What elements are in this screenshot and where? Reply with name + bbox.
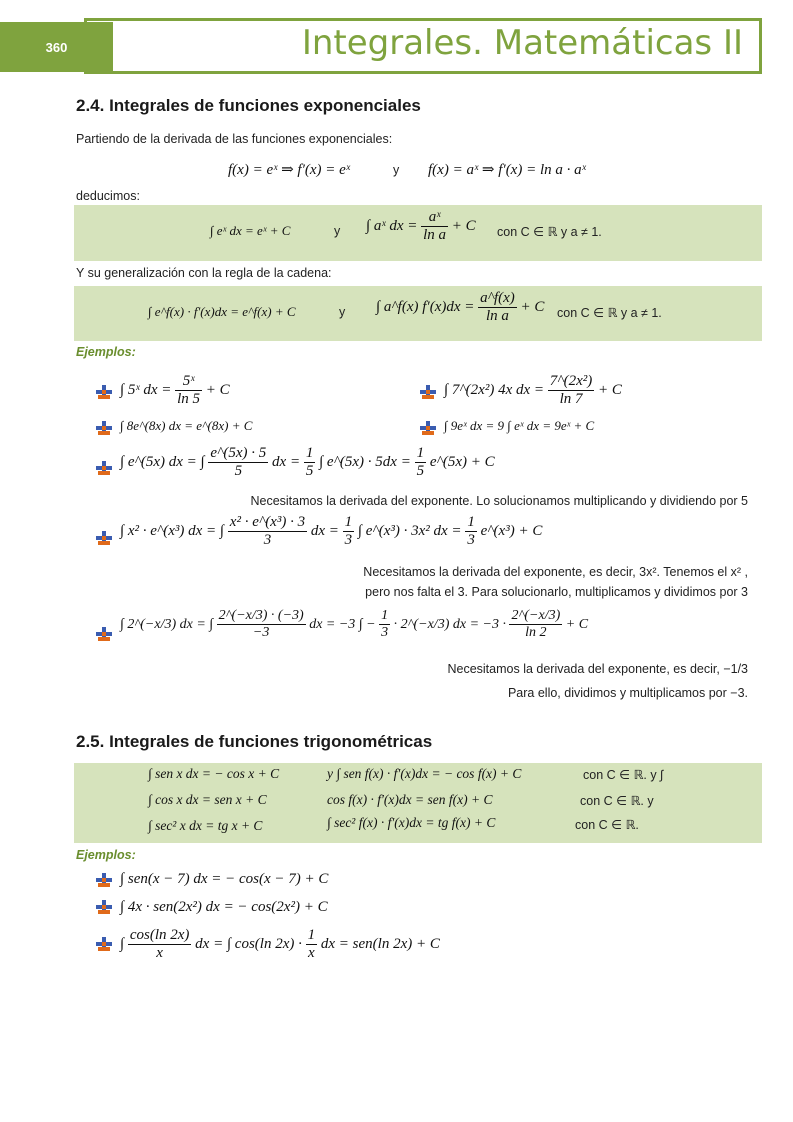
example-8e8x: ∫ 8e^(8x) dx = e^(8x) + C	[120, 418, 253, 433]
chain-intro-text: Y su generalización con la regla de la cadena:	[76, 266, 332, 280]
numerator: 2^(−x/3)	[509, 608, 562, 625]
note-example-6a: Necesitamos la derivada del exponente, es decir, 3x². Tenemos el x² ,	[363, 565, 748, 579]
numerator: 1	[379, 608, 390, 625]
tail: + C	[205, 382, 230, 399]
and-label: y	[334, 224, 341, 238]
bullet-icon	[96, 461, 112, 475]
part-a: ∫ e^(5x) dx = ∫	[120, 454, 205, 471]
bullet-icon	[96, 873, 112, 887]
trig-example-2: ∫ 4x · sen(2x²) dx = − cos(2x²) + C	[120, 899, 328, 915]
trig-condition-1: con C ∈ ℝ. y ∫	[583, 768, 664, 782]
part-c: dx = sen(ln 2x) + C	[320, 936, 440, 953]
tail: + C	[598, 382, 622, 399]
trig-rule-cos: ∫ cos x dx = sen x + C	[148, 792, 267, 807]
fraction	[465, 514, 477, 550]
fraction	[128, 927, 192, 963]
chain-rule-a-lhs: ∫ a^f(x) f′(x)dx =	[376, 299, 475, 316]
fraction	[343, 514, 355, 550]
denominator: 3	[467, 532, 475, 549]
note-example-5: Necesitamos la derivada del exponente. Lo solucionamos multiplicando y dividiendo por 5	[250, 494, 748, 508]
rule-exp-a-fraction	[421, 209, 448, 245]
denominator: 5	[234, 463, 243, 480]
chain-rule-a	[376, 290, 544, 326]
example-x2-ex3	[120, 514, 542, 550]
part-b: dx = −3 ∫ −	[309, 616, 376, 632]
and-label: y	[339, 305, 346, 319]
numerator: 1	[465, 514, 477, 532]
examples-label: Ejemplos:	[76, 345, 136, 359]
bullet-icon	[96, 627, 112, 641]
part-b: dx =	[272, 454, 301, 471]
denominator: x	[156, 945, 163, 962]
example-2-x3	[120, 608, 588, 641]
part-d: e^(x³) + C	[480, 523, 543, 540]
trig-rule-sec2: ∫ sec² x dx = tg x + C	[148, 818, 263, 833]
page-title: Integrales. Matemáticas II	[301, 23, 743, 63]
numerator: aˣ	[421, 209, 448, 227]
numerator: 1	[304, 445, 316, 463]
denominator: 3	[344, 532, 353, 549]
deducimos-text: deducimos:	[76, 189, 140, 203]
bullet-icon	[96, 531, 112, 545]
note-example-6b: pero nos falta el 3. Para solucionarlo, multiplicamos y dividimos por 3	[365, 585, 748, 599]
example-9ex: ∫ 9eˣ dx = 9 ∫ eˣ dx = 9eˣ + C	[444, 418, 595, 433]
trig-rule-sen-chain: y ∫ sen f(x) · f′(x)dx = − cos f(x) + C	[327, 766, 522, 781]
denominator: ln a	[423, 227, 447, 244]
denominator: −3	[252, 625, 270, 641]
fraction	[228, 514, 307, 550]
lhs: ∫ 5ˣ dx =	[120, 382, 172, 399]
denominator: 3	[263, 532, 272, 549]
fraction	[304, 445, 316, 481]
numerator: 1	[343, 514, 355, 532]
examples-label: Ejemplos:	[76, 848, 136, 862]
part-c: · 2^(−x/3) dx = −3 ·	[393, 616, 506, 632]
fraction	[548, 373, 594, 409]
numerator: 1	[415, 445, 427, 463]
numerator: 5ˣ	[175, 373, 202, 391]
section-title-exponential: 2.4. Integrales de funciones exponenciales	[76, 96, 421, 115]
numerator: a^f(x)	[478, 290, 517, 308]
part-d: e^(5x) + C	[429, 454, 495, 471]
note-example-7b: Para ello, dividimos y multiplicamos por −3.	[507, 686, 748, 700]
derivative-a: f(x) = aˣ ⇒ f′(x) = ln a · aˣ	[428, 162, 586, 178]
fraction	[306, 927, 318, 963]
bullet-icon	[96, 385, 112, 399]
rule-exp-a-tail: + C	[451, 218, 476, 235]
part-b: dx =	[310, 523, 339, 540]
numerator: 1	[306, 927, 318, 945]
denominator: ln 7	[559, 391, 583, 408]
numerator: 7^(2x²)	[548, 373, 594, 391]
denominator: 5	[305, 463, 314, 480]
bullet-icon	[96, 937, 112, 951]
and-label: y	[393, 163, 400, 177]
bullet-icon	[420, 385, 436, 399]
denominator: 5	[416, 463, 425, 480]
trig-rule-sec2-chain: ∫ sec² f(x) · f′(x)dx = tg f(x) + C	[327, 815, 496, 830]
trig-rule-cos-chain: cos f(x) · f′(x)dx = sen f(x) + C	[327, 792, 493, 807]
denominator: x	[308, 945, 315, 962]
denominator: 3	[381, 625, 389, 641]
numerator: 2^(−x/3) · (−3)	[217, 608, 306, 625]
trig-condition-2: con C ∈ ℝ. y	[580, 794, 654, 808]
part-b: dx = ∫ cos(ln 2x) ·	[195, 936, 302, 953]
fraction	[509, 608, 562, 641]
chain-rule-a-fraction	[478, 290, 517, 326]
trig-condition-3: con C ∈ ℝ.	[575, 818, 639, 832]
intro-text: Partiendo de la derivada de las funciones exponenciales:	[76, 132, 393, 146]
fraction	[208, 445, 268, 481]
fraction	[217, 608, 306, 641]
note-example-7a: Necesitamos la derivada del exponente, es decir, −1/3	[447, 662, 748, 676]
fraction	[175, 373, 202, 409]
numerator: x² · e^(x³) · 3	[228, 514, 307, 532]
condition-text: con C ∈ ℝ y a ≠ 1.	[557, 306, 662, 320]
denominator: ln a	[486, 308, 509, 325]
trig-example-3	[120, 927, 440, 963]
bullet-icon	[420, 421, 436, 435]
title-box	[84, 18, 762, 74]
condition-text: con C ∈ ℝ y a ≠ 1.	[497, 225, 602, 239]
rule-exp-a	[366, 209, 476, 245]
rule-exp-a-lhs: ∫ aˣ dx =	[366, 218, 418, 235]
part-c: ∫ e^(x³) · 3x² dx =	[357, 523, 462, 540]
part-c: ∫ e^(5x) · 5dx =	[319, 454, 411, 471]
example-5x	[120, 373, 230, 409]
rule-exp-e: ∫ eˣ dx = eˣ + C	[210, 223, 291, 238]
bullet-icon	[96, 900, 112, 914]
section-title-trigonometric: 2.5. Integrales de funciones trigonométricas	[76, 732, 433, 751]
part-d: + C	[565, 616, 589, 632]
part-a: ∫ 2^(−x/3) dx = ∫	[120, 616, 214, 632]
denominator: ln 2	[525, 625, 547, 641]
fraction	[379, 608, 390, 641]
part-a: ∫ x² · e^(x³) dx = ∫	[120, 523, 225, 540]
chain-rule-a-tail: + C	[520, 299, 545, 316]
trig-rule-sen: ∫ sen x dx = − cos x + C	[148, 766, 280, 781]
part-a: ∫	[120, 936, 125, 953]
numerator: cos(ln 2x)	[128, 927, 192, 945]
chain-rule-e: ∫ e^f(x) · f′(x)dx = e^f(x) + C	[148, 304, 296, 319]
derivative-e: f(x) = eˣ ⇒ f′(x) = eˣ	[228, 162, 351, 178]
bullet-icon	[96, 421, 112, 435]
numerator: e^(5x) · 5	[208, 445, 268, 463]
example-7-2x2	[444, 373, 622, 409]
trig-example-1: ∫ sen(x − 7) dx = − cos(x − 7) + C	[120, 871, 329, 887]
example-e5x	[120, 445, 495, 481]
fraction	[415, 445, 427, 481]
page-number: 360	[0, 22, 113, 72]
lhs: ∫ 7^(2x²) 4x dx =	[444, 382, 545, 399]
denominator: ln 5	[177, 391, 201, 408]
